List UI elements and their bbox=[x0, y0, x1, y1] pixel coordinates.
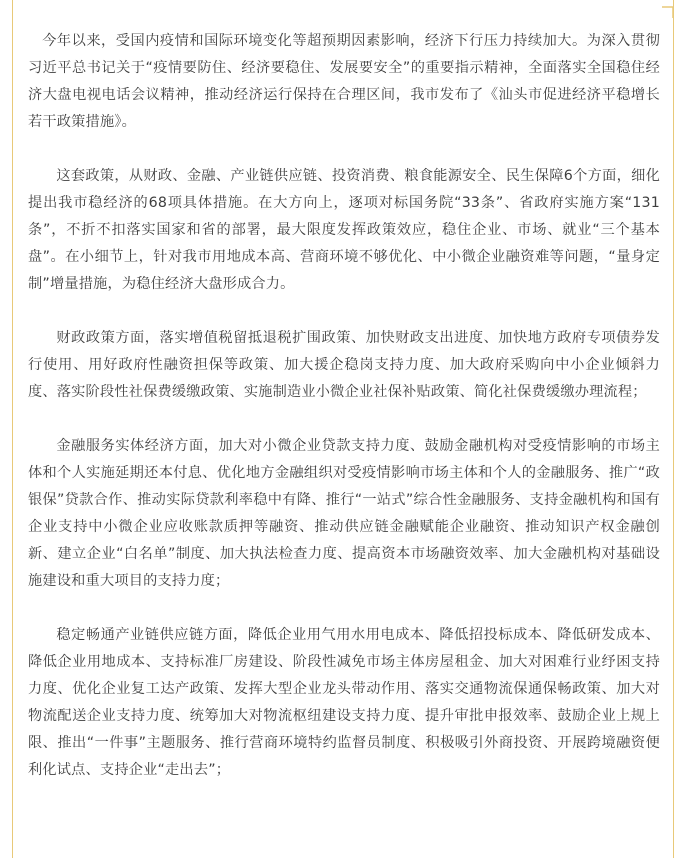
paragraph-supply-chain: 稳定畅通产业链供应链方面，降低企业用气用水用电成本、降低招投标成本、降低研发成本、降低企业用地成本、支持标准厂房建设、阶段性减免市场主体房屋租金、加大对困难行业纾困支持力度、优化企业复工达产政策、发挥大型企业龙头带动作用、落实交通物流保通保畅政策、加大对物流配送企业支持力度、统筹加大对物流枢纽建设支持力度、提升审批申报效率、鼓励企业上规上限、推出“一件事”主题服务、推行营商环境特约监督员制度、积极吸引外商投资、开展跨境融资便利化试点、支持企业“走出去”； bbox=[28, 627, 660, 778]
paragraph-policy-overview: 这套政策，从财政、金融、产业链供应链、投资消费、粮食能源安全、民生保障6个方面，细化提出我市稳经济的68项具体措施。在大方向上，逐项对标国务院“33条”、省政府实施方案“131条”，不折不扣落实国家和省的部署，最大限度发挥政策效应，稳住企业、市场、就业“三个基本盘”。在小细节上，针对我市用地成本高、营商环境不够优化、中小微企业融资难等问题，“量身定制”增量措施，为稳住经济大盘形成合力。 bbox=[28, 168, 660, 292]
article-body bbox=[28, 28, 660, 784]
right-border-line bbox=[673, 0, 674, 858]
left-border-line bbox=[12, 0, 13, 858]
paragraph-financial-services: 金融服务实体经济方面，加大对小微企业贷款支持力度、鼓励金融机构对受疫情影响的市场主体和个人实施延期还本付息、优化地方金融组织对受疫情影响市场主体和个人的金融服务、推广“政银保”贷款合作、推动实际贷款利率稳中有降、推行“一站式”综合性金融服务、支持金融机构和国有企业支持中小微企业应收账款质押等融资、推动供应链金融赋能企业融资、推动知识产权金融创新、建立企业“白名单”制度、加大执法检查力度、提高资本市场融资效率、加大金融机构对基础设施建设和重大项目的支持力度； bbox=[28, 438, 660, 589]
bracket-corner-icon bbox=[662, 6, 674, 18]
paragraph-fiscal-policy: 财政政策方面，落实增值税留抵退税扩围政策、加快财政支出进度、加快地方政府专项债券发行使用、用好政府性融资担保等政策、加大援企稳岗支持力度、加大政府采购向中小企业倾斜力度、落实阶段性社保费缓缴政策、实施制造业小微企业社保补贴政策、简化社保费缓缴办理流程； bbox=[28, 330, 660, 400]
paragraph-intro: 今年以来，受国内疫情和国际环境变化等超预期因素影响，经济下行压力持续加大。为深入贯彻习近平总书记关于“疫情要防住、经济要稳住、发展要安全”的重要指示精神，全面落实全国稳住经济大盘电视电话会议精神，推动经济运行保持在合理区间，我市发布了《汕头市促进经济平稳增长若干政策措施》。 bbox=[28, 33, 660, 130]
